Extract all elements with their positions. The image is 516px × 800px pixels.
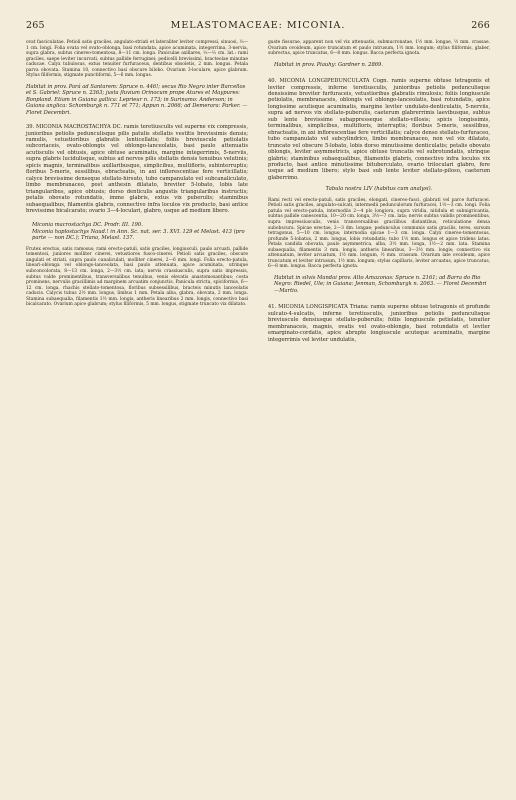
species-41-heading: 41. MICONIA LONGISPICATA Triana:: [268, 304, 369, 311]
species-40-heading: 40. MICONIA LONGIPEDUNCULATA Cogn.: [268, 78, 389, 85]
species-40-diagnosis: ramis superne obtuse tetragonis et leviter compressis, inferne teretiusculis, junioribus petiolis pedunculisque densissime breviter furfuraceis, vetustioribus glabratis rimulosis; foliis longiuscule petiolatis, membranaceis, oblongis vel oblongo-lanceolatis, basi rotundatis, apice longissime acutisque acuminatis, margine leviter undulato-denticulatis, 5-nerviis, supra ad nervos vix stellato-puberulis, caeterum glabrerrimis laevibusque, subtus sub lente brevissime subappresseque stellato-villosis; spicis longissimis, terminalibus, simplicibus, multifloris, interruptis; floribus 5-meris, sessilibus, ebracteatis, in axi inflorescentiae fere verticillatis; calyce denso stellato-furfuraceo, tubo campanulato vel subcylindrico, limbo membranaceo, non vel vix dilatato, truncato vel obscure 5-lobato, lobis dorso minutissime denticulatis; petalis obovato oblongis, leviter asymmetricis, apice obtuse truncatis vel subrotundatis, utrinque glabris; staminibus subaequalibus, filamentis glabris, connectivo infra loculos vix producto, basi antice minutissime bituberculato, ovario triloculari glabro, fere usque ad medium libero; stylo basi sub lente leviter stellato-piloso, caeterum glaberrimo.: [268, 78, 490, 181]
species-39-detailed-description: Frutex erectus, satis ramosus; rami erecto-patuli, satis graciles, longiusculi, paulo arcuati, pallide tomentosi, juniores molliter cinerei, vetustiores fusco-cinerei. Petioli satis graciles, obscure angulati et striati, supra paulo canaliculati, molliter cinerei, 2—6 mm. longi. Folia erecto-patula, lineari-oblonga vel oblongo-lanceolata, basi paulo attenuata, apice acuminata, utrinque subconcolorata, 8—13 cm. longa, 2—3½ cm. lata; nervis crassiusculis, supra satis impressis, subtus valde prominentibus, transversalibus tenuibus, venis elevatis anastomosantibus; costa prominens, nervulis gracillimis ad marginem arcuatim conjunctis. Panicula stricta, spiciformis, 6—12 cm. longa, rhachis stellato-tomentosa, floribus subsessilibus, bracteis minutis lanceolatis caducis. Calycis tubus 2½ mm. longus, limbus 1 mm. Petala alba, glabra, obovata, 2 mm. longa. Stamina subaequalia, filamentis 1½ mm. longis, antheris linearibus 2 mm. longis, connectivo basi bicalcarato. Ovarium apice glabrum; stylus filiformis, 5 mm. longus, stigmate truncato vix dilatato.: [26, 246, 248, 308]
plate-reference: Tabula nostra LIV (habitus cum analysi).: [325, 186, 433, 193]
species-39-citation-1: Miconia macrostachya DC. Prodr. III. 190.: [32, 222, 143, 229]
species-41-description: [268, 304, 490, 343]
species-41-diagnosis: ramis superne obtuse tetragonis et profunde sulcato-4-sulcatis, inferne teretiusculis, junioribus petiolis pedunculisque breviuscule densiusque stellato-puberulis; foliis longiuscule petiolatis, tenuiter membranaceis, magnis, ovatis vel ovato-oblongis, basi rotundatis et leviter emarginato-cordatis, apice abrupte longiuscule acuteque acuminatis, margine integerrimis vel leviter undulatis,: [268, 304, 490, 343]
species-39-diagnosis: ramis teretiusculis vel superne vix compressis, junioribus petiolis pedunculisque pilis patulis stellatis vestitis brevissimis densis; ramulis, vetustioribus glabratis lenticellatis; foliis breviuscule petiolatis subcoriaceis, ovato-oblongis vel oblongo-lanceolatis, basi paulo attenuatis acutisculis vel obtusis, apice obtuse acuminatis, margine integerrimis, 5-nerviis, supra glabris lucidulisque, subtus ad nervos pilis stellatis densis tenuibus velutinis; spicis magnis, terminalibus axillaribusque, simplicibus, multifloris, subinterruptis; floribus 5-meris, sessilibus, ebracteatis, in axi inflorescentiae fere verticillatis; calyce brevissime denseque stellato-hirsuto, tubo campanulato vel subcanaliculato, limbo membranaceo, post anthesin dilatato, breviter 5-lobato, lobis late triangularibus, apice obtusis; dorso denticulis angustis triangularibus instructis; petalis obovato rotundatis, imme glabris, extus vix puberulis; staminibus subaequalibus, filamentis glabris, connectivo infra loculos vix producto, basi antice brevissime bicalcarato; ovario 3—4-loculari, glabro, usque ad medium libero.: [26, 124, 248, 214]
page-number-right: 266: [471, 20, 490, 31]
continued-description: ovat fasciculatae. Petioli satis graciles, angulato-striati et lateraliter leviter compressi, sinuosi, ⅓—1 cm. longi. Folia ovata vel ovato-oblonga, basi rotundata, apice acuminata, integerrima, 3-nervia, supra glabra, subtus cinereo-tomentosa, 8—11 cm. longa. Paniculae axillares, ⅓—⅔ cm. lat.: rami graciles, saepe leviter incurvati, subtus pallide ferruginei; pedicelli brevissimi, bracteolae minutae caducae. Calyx tubulosus, extus tenuiter furfuraceus, dentibus obsoletis, 2 mm. longus. Petala parva obovata. Stamina 10, connectivo basi obscure bilobo. Ovarium 3-loculare, apice glabrum. Stylus filiformis, stigmate punctiformi, 5—6 mm. longus.: [26, 40, 248, 79]
species-40-description: [268, 78, 490, 181]
habitat-right-top: Habitat in prov. Piauhy: Gardner n. 2869.: [274, 61, 384, 68]
right-column: [268, 40, 490, 343]
running-title: MELASTOMACEAE: MICONIA.: [170, 20, 346, 31]
species-39-heading: 39. MICONIA MACROSTACHYA DC.: [26, 124, 123, 131]
continued-habitat: Habitat in prov. Pará ad Santarem: Spruce n. 446!; secus Rio Negro inter Barcellos et S. Gabriel: Spruce n. 2363; justa fluvium Orinocum prope Atures et Maypures: Bonpland. Etiam in Guiana gallica: Leprieur n. 173; in Surinamo: Anderson; in Guiana anglica: Schomburgk n. 771 et 771; Appun n. 2066; ad Demerara: Parker. — Floret Decembri.: [26, 83, 248, 116]
species-40-detailed-description: Rami recti vel erecto-patuli, satis graciles, elongati, cinereo-fusci, glabrati vel parce furfuracei. Petioli satis graciles, angulato-sulcati, intermedii pedunculorum furfuracei, 1½—3 cm. longi. Folia patula vel erecto-patula, internodiis 2—4 plo longiora, supra viridia, nitidula et subnigricantia, subtus pallide canescentia, 10—20 cm. longa, 3½—7 cm. lata; nervis subtus validis prominentibus, supra impressiusculis, venis transversalibus gracilibus distantibus, reticulatione densa subobscura. Spicae erectae, 2—3 dm. longae; pedunculus communis satis gracilis, teres, sursum tetragonus, 5—10 cm. longus; internodia spicae 1—3 cm. longa. Calyx cinereo-tomentosus, profunde 5-lobatus, 2 mm. longus, lobis rotundatis; tubo 1½ mm. longus et apice tridens latus. Petala candida obovata, paulo asymmetrica, alba, 3½ mm. longa, 1½—2 mm. lata. Stamina subaequalia, filamentis 3 mm. longis, antheris linearibus, 3—3½ mm. longis; connectivo vix attenuatum, leviter arcuatum, 1½ mm. longum, ½ mm. crassum. Ovarium late ovoideum, apice truncatum et leviter intrusum, 1½ mm. longum; stylus capillaris, leviter arcuatus, apice truncatus, 6—8 mm. longus. Bacca perfecta ignota.: [268, 197, 490, 270]
page-header: [26, 20, 490, 34]
continued-description-right: guste fissurae, apparent non vel vix attenuatis, submucronatae, 1½ mm. longae, ½ mm. crassae. Ovarium ovoideum, apice truncatum et paulo intrusum, 1½ mm. longum; stylus filiformis, glaber, subrectus, apice truncatus, 6—8 mm. longus. Bacca perfecta ignota.: [268, 40, 490, 57]
left-column: [26, 40, 248, 308]
species-40-habitat: Habitat in silvis Mandai prov. Alto Amazonas: Spruce n. 2161; ad Barra do Rio Negro: Riedel, Ule; in Guiana: Jenman, Schomburgk n. 2063. — Floret Decembri—Martio.: [274, 274, 487, 294]
species-39-description: [26, 124, 248, 214]
page-number-left: 265: [26, 20, 45, 31]
species-39-citation-2: Miconia haplostachys Naud.! in Ann. Sc. nat. ser. 3. XVI. 129 et Melast. 413 (pro parte — non DC.); Triana, Melast. 137.: [32, 228, 245, 242]
